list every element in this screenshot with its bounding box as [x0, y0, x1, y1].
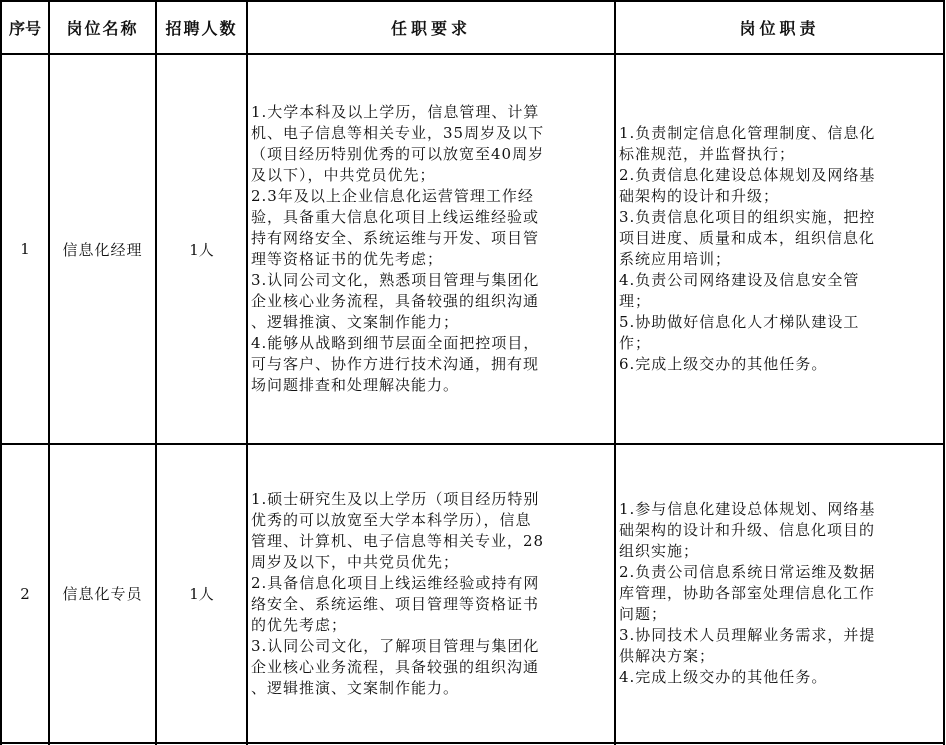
text-line: 4.完成上级交办的其他任务。: [619, 668, 828, 686]
row1-headcount: 1人: [189, 240, 214, 259]
row2-position: 信息化专员: [62, 585, 143, 603]
text-line: 、逻辑推演、文案制作能力；: [251, 313, 460, 331]
text-line: 标准规范，并监督执行；: [619, 145, 796, 163]
table-border-right: [943, 0, 945, 745]
text-line: 础架构的设计和升级；: [619, 187, 780, 205]
text-line: 2.具备信息化项目上线运维经验或持有网: [251, 573, 540, 592]
row1-duties: [616, 55, 943, 443]
text-line: 础架构的设计和升级、信息化项目的: [619, 521, 876, 539]
text-line: 场问题排查和处理解决能力。: [251, 376, 460, 394]
text-line: 的优先考虑；: [251, 615, 348, 634]
text-line: 1.参与信息化建设总体规划、网络基: [619, 500, 876, 518]
row1-duties-text: [619, 123, 875, 375]
text-line: 企业核心业务流程，具备较强的组织沟通: [251, 657, 540, 676]
text-line: 2.负责信息化建设总体规划及网络基: [619, 166, 876, 184]
text-line: 可与客户、协作方进行技术沟通，拥有现: [251, 355, 540, 373]
text-line: 周岁及以下，中共党员优先；: [251, 552, 460, 571]
header-requirements: 任职要求: [390, 19, 471, 38]
text-line: 项目进度、质量和成本，组织信息化: [619, 229, 876, 247]
text-line: 库管理，协助各部室处理信息化工作: [619, 584, 876, 602]
text-line: 1.负责制定信息化管理制度、信息化: [619, 124, 876, 142]
row2-headcount: 1人: [189, 585, 214, 603]
row2-requirements: [248, 445, 614, 742]
text-line: 机、电子信息等相关专业，35周岁及以下: [251, 124, 545, 142]
row1-seq: 1: [20, 240, 30, 258]
text-line: 验，具备重大信息化项目上线运维经验或: [251, 208, 540, 226]
text-line: 供解决方案；: [619, 647, 716, 665]
text-line: 组织实施；: [619, 542, 700, 560]
text-line: 作；: [619, 334, 652, 352]
text-line: 3.负责信息化项目的组织实施，把控: [619, 208, 876, 226]
table-border-bottom: [0, 742, 945, 744]
text-line: 系统应用培训；: [619, 250, 732, 268]
header-headcount: 招聘人数: [165, 19, 238, 38]
row2-duties-text: [619, 499, 875, 688]
text-line: 3.认同公司文化，熟悉项目管理与集团化: [251, 271, 540, 289]
text-line: 及以下），中共党员优先；: [251, 166, 436, 184]
row2-duties: [616, 445, 943, 742]
text-line: 4.能够从战略到细节层面全面把控项目，: [251, 334, 540, 352]
text-line: 理等资格证书的优先考虑；: [251, 250, 444, 268]
text-line: 管理、计算机、电子信息等相关专业，28: [251, 531, 545, 550]
text-line: 6.完成上级交办的其他任务。: [619, 355, 828, 373]
text-line: 2.负责公司信息系统日常运维及数据: [619, 563, 876, 581]
text-line: 1.大学本科及以上学历，信息管理、计算: [251, 103, 540, 121]
text-line: 2.3年及以上企业信息化运营管理工作经: [251, 187, 534, 205]
text-line: （项目经历特别优秀的可以放宽至40周岁: [251, 145, 545, 163]
header-seq: 序号: [8, 19, 41, 38]
text-line: 、逻辑推演、文案制作能力。: [251, 678, 460, 697]
row1-requirements-text: [251, 102, 544, 396]
row2-seq: 2: [20, 584, 30, 603]
text-line: 络安全、系统运维、项目管理等资格证书: [251, 594, 540, 613]
text-line: 企业核心业务流程，具备较强的组织沟通: [251, 292, 540, 310]
text-line: 3.协同技术人员理解业务需求，并提: [619, 626, 876, 644]
text-line: 3.认同公司文化，了解项目管理与集团化: [251, 636, 540, 655]
header-position: 岗位名称: [66, 19, 139, 38]
text-line: 理；: [619, 292, 652, 310]
text-line: 5.协助做好信息化人才梯队建设工: [619, 313, 860, 331]
text-line: 4.负责公司网络建设及信息安全管: [619, 271, 860, 289]
row1-requirements: [248, 55, 614, 443]
header-duties: 岗位职责: [739, 19, 820, 38]
text-line: 问题；: [619, 605, 668, 623]
text-line: 1.硕士研究生及以上学历（项目经历特别: [251, 489, 540, 508]
row1-position: 信息化经理: [62, 240, 143, 259]
text-line: 优秀的可以放宽至大学本科学历），信息: [251, 510, 532, 529]
row2-requirements-text: [251, 489, 544, 699]
text-line: 持有网络安全、系统运维与开发、项目管: [251, 229, 540, 247]
